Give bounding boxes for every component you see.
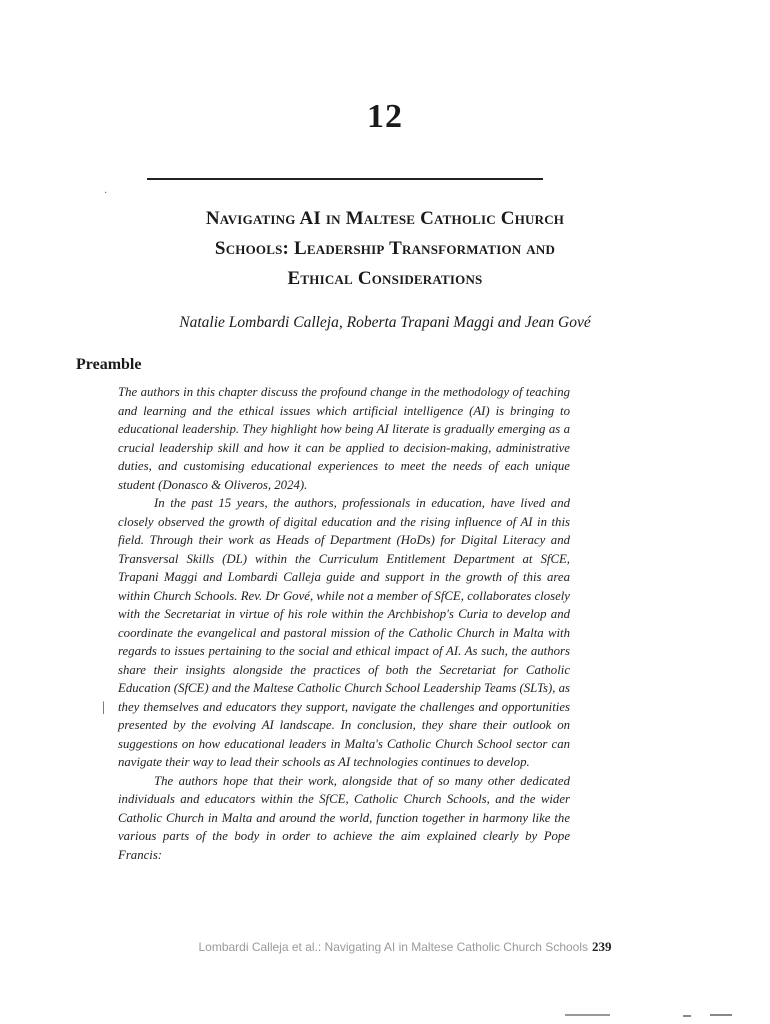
chapter-title-line-1: Navigating AI in Maltese Catholic Church: [205, 208, 565, 229]
scan-smudge: [565, 1014, 610, 1016]
scan-speck: ·: [104, 188, 108, 199]
paragraph-3: The authors hope that their work, alongside that of so many other dedicated individuals and educators within the SfCE, Catholic Church Schools, and the wider Catholic Church in Malta and around the world, function together in harmony like the various parts of the body in order to achieve the aim explained clearly by Pope Francis:: [118, 773, 570, 862]
paragraph-1: The authors in this chapter discuss the profound change in the methodology of teaching and learning and the ethical issues which artificial intelligence (AI) is bringing to educational leadership. They highlight how being AI literate is gradually emerging as a crucial leadership skill and how it can be applied to decision-making, administrative duties, and customising educational experiences to meet the needs of each unique student (Donasco & Oliveros, 2024).: [118, 385, 570, 492]
section-heading: Preamble: [76, 356, 142, 373]
chapter-rule: [147, 178, 543, 180]
chapter-title-line-2: Schools: Leadership Transformation and: [214, 238, 556, 259]
margin-mark: |: [102, 700, 105, 715]
scan-smudge: [683, 1015, 691, 1017]
preamble-body: [118, 383, 570, 864]
chapter-title-line-3: Ethical Considerations: [287, 268, 483, 289]
chapter-title: [90, 204, 680, 294]
chapter-authors: Natalie Lombardi Calleja, Roberta Trapani Maggi and Jean Gové: [179, 314, 591, 331]
paragraph-2: In the past 15 years, the authors, professionals in education, have lived and closely observed the growth of digital education and the rising influence of AI in this field. Through their work as Heads of Department (HoDs) for Digital Literacy and Transversal Skills (DL) within the Curriculum Entitlement Department at SfCE, Trapani Maggi and Lombardi Calleja guide and support in the growth of this area within Church Schools. Rev. Dr Gové, while not a member of SfCE, collaborates closely with the Secretariat in virtue of his role within the Archbishop's Curia to develop and coordinate the evangelical and pastoral mission of the Catholic Church in Malta with regards to issues pertaining to the social and ethical impact of AI. As such, the authors share their insights alongside the practices of both the Secretariat for Catholic Education (SfCE) and the Maltese Catholic Church School Leadership Teams (SLTs), as they themselves and educators they support, navigate the challenges and opportunities presented by the evolving AI landscape. In conclusion, they share their outlook on suggestions on how educational leaders in Malta's Catholic Church School sector can navigate their way to lead their schools as AI technologies continues to develop.: [118, 496, 570, 769]
scan-smudge: [710, 1014, 732, 1016]
chapter-number: 12: [367, 98, 403, 135]
page-number: 239: [592, 939, 612, 954]
running-footer: Lombardi Calleja et al.: Navigating AI in Maltese Catholic Church Schools: [198, 940, 588, 954]
